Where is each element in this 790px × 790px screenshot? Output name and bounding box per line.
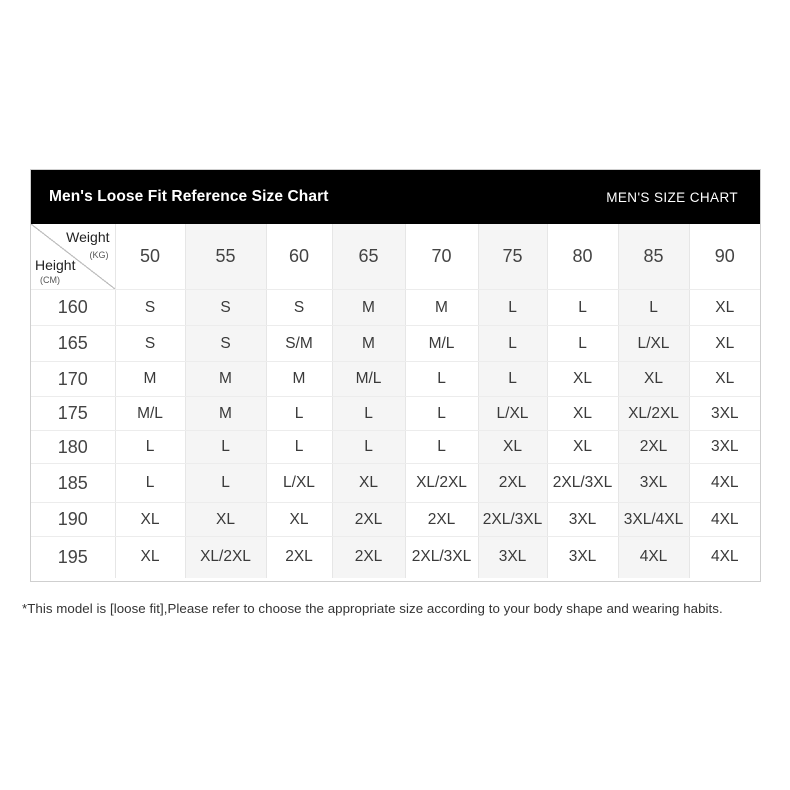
table-row xyxy=(31,326,760,362)
size-cell: L/XL xyxy=(266,464,332,503)
size-cell: L/XL xyxy=(618,326,689,362)
weight-header-row xyxy=(31,224,760,290)
size-table xyxy=(31,224,760,578)
size-cell: L xyxy=(115,464,185,503)
size-cell: S xyxy=(185,326,266,362)
footnote: *This model is [loose fit],Please refer to choose the appropriate size according to your body shape and wearing habits. xyxy=(22,601,723,616)
size-cell: XL xyxy=(689,290,760,326)
size-cell: S xyxy=(266,290,332,326)
size-cell: S xyxy=(185,290,266,326)
size-cell: XL xyxy=(689,362,760,397)
corner-height-label: Height xyxy=(35,257,76,273)
height-label-cell: 180 xyxy=(31,431,115,464)
size-cell: L xyxy=(478,290,547,326)
size-cell: L xyxy=(478,362,547,397)
height-label-cell: 175 xyxy=(31,397,115,431)
size-cell: 3XL xyxy=(478,537,547,578)
size-cell: S xyxy=(115,290,185,326)
size-cell: 2XL/3XL xyxy=(478,503,547,537)
size-cell: XL xyxy=(689,326,760,362)
height-label-cell: 190 xyxy=(31,503,115,537)
corner-weight-unit: (KG) xyxy=(89,250,109,260)
size-cell: L xyxy=(618,290,689,326)
table-row xyxy=(31,503,760,537)
table-row xyxy=(31,464,760,503)
weight-header-cell: 55 xyxy=(185,224,266,290)
size-cell: M xyxy=(405,290,478,326)
weight-header-cell: 75 xyxy=(478,224,547,290)
weight-header-cell: 50 xyxy=(115,224,185,290)
size-cell: 2XL xyxy=(478,464,547,503)
table-row xyxy=(31,537,760,578)
size-cell: 2XL/3XL xyxy=(405,537,478,578)
weight-header-cell: 80 xyxy=(547,224,618,290)
size-cell: M/L xyxy=(115,397,185,431)
size-cell: M/L xyxy=(332,362,405,397)
size-cell: L xyxy=(478,326,547,362)
size-cell: 4XL xyxy=(689,503,760,537)
height-label-cell: 165 xyxy=(31,326,115,362)
size-cell: XL xyxy=(547,397,618,431)
size-cell: 3XL xyxy=(547,503,618,537)
size-cell: 2XL xyxy=(332,503,405,537)
chart-title: Men's Loose Fit Reference Size Chart xyxy=(49,188,329,205)
weight-header-cell: 85 xyxy=(618,224,689,290)
size-cell: L xyxy=(405,397,478,431)
weight-header-cell: 60 xyxy=(266,224,332,290)
height-label-cell: 160 xyxy=(31,290,115,326)
size-cell: 2XL xyxy=(618,431,689,464)
size-cell: M/L xyxy=(405,326,478,362)
size-cell: XL/2XL xyxy=(185,537,266,578)
size-cell: XL xyxy=(547,431,618,464)
size-cell: XL/2XL xyxy=(405,464,478,503)
weight-header-cell: 90 xyxy=(689,224,760,290)
weight-header-cell: 70 xyxy=(405,224,478,290)
chart-subtitle: MEN'S SIZE CHART xyxy=(606,189,738,205)
size-cell: XL xyxy=(618,362,689,397)
size-cell: L/XL xyxy=(478,397,547,431)
size-cell: L xyxy=(332,431,405,464)
size-cell: M xyxy=(332,290,405,326)
size-cell: XL xyxy=(185,503,266,537)
size-cell: L xyxy=(332,397,405,431)
size-cell: M xyxy=(115,362,185,397)
size-cell: L xyxy=(547,290,618,326)
table-row xyxy=(31,290,760,326)
size-cell: M xyxy=(185,362,266,397)
height-label-cell: 170 xyxy=(31,362,115,397)
size-cell: 4XL xyxy=(710,548,739,566)
size-cell: M xyxy=(266,362,332,397)
size-cell: XL xyxy=(115,503,185,537)
corner-cell xyxy=(31,224,115,290)
size-cell: XL xyxy=(478,431,547,464)
size-cell: 3XL xyxy=(689,397,760,431)
size-cell: 3XL xyxy=(689,431,760,464)
corner-weight-label: Weight xyxy=(66,229,110,245)
size-cell: 3XL/4XL xyxy=(618,503,689,537)
size-cell: 2XL xyxy=(332,537,405,578)
height-label-cell: 195 xyxy=(31,537,115,578)
size-cell: L xyxy=(185,431,266,464)
size-cell: L xyxy=(185,464,266,503)
size-cell: M xyxy=(332,326,405,362)
size-cell: L xyxy=(266,431,332,464)
chart-header xyxy=(31,170,760,224)
table-row xyxy=(31,431,760,464)
size-cell: 3XL xyxy=(618,464,689,503)
size-cell: 4XL xyxy=(689,464,760,503)
size-cell: S/M xyxy=(266,326,332,362)
size-cell: XL/2XL xyxy=(618,397,689,431)
size-cell: XL xyxy=(115,537,185,578)
weight-header-cell: 65 xyxy=(332,224,405,290)
size-cell: M xyxy=(185,397,266,431)
size-cell: L xyxy=(115,431,185,464)
corner-height-unit: (CM) xyxy=(40,275,60,285)
size-cell: L xyxy=(405,431,478,464)
size-cell: S xyxy=(115,326,185,362)
size-chart xyxy=(30,169,761,582)
size-cell: XL xyxy=(547,362,618,397)
size-cell: XL xyxy=(332,464,405,503)
size-cell: L xyxy=(405,362,478,397)
size-cell: XL xyxy=(266,503,332,537)
height-label-cell: 185 xyxy=(31,464,115,503)
size-cell: 3XL xyxy=(547,537,618,578)
size-cell: L xyxy=(266,397,332,431)
table-row xyxy=(31,362,760,397)
size-cell: 4XL xyxy=(618,537,689,578)
size-cell: 2XL/3XL xyxy=(547,464,618,503)
size-cell: 2XL xyxy=(405,503,478,537)
size-cell: 2XL xyxy=(266,537,332,578)
size-cell: L xyxy=(547,326,618,362)
table-row xyxy=(31,397,760,431)
